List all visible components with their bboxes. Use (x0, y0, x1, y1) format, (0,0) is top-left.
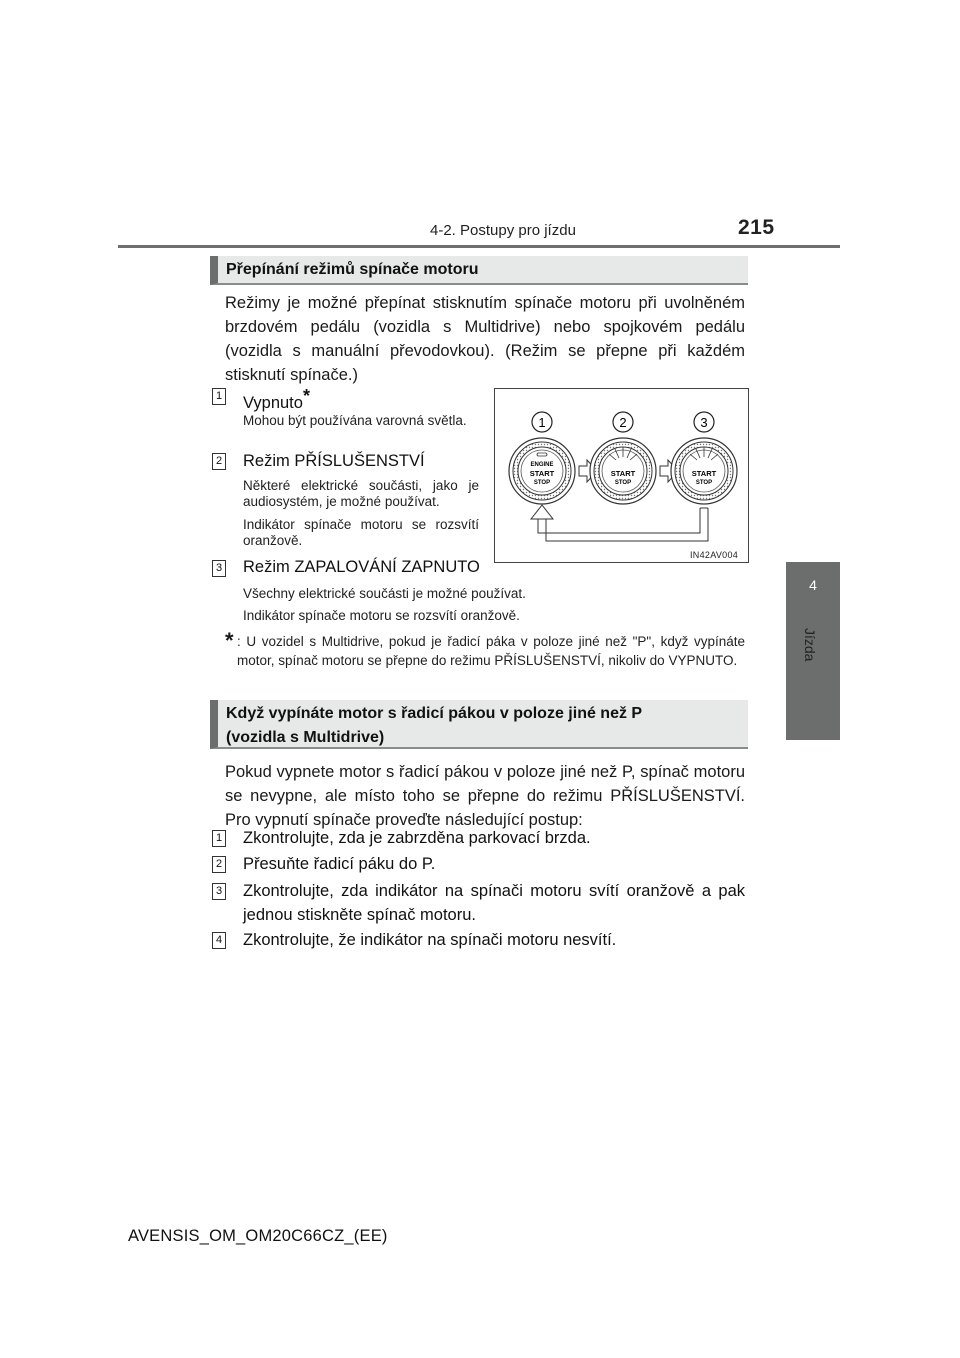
svg-text:STOP: STOP (695, 480, 713, 486)
step-text: Přesuňte řadicí páku do P. (243, 855, 436, 873)
header-rule (118, 245, 840, 248)
section2-title-line1: Když vypínáte motor s řadicí pákou v poloze jiné než P (226, 705, 643, 722)
step-number-box: 1 (212, 830, 226, 847)
step-text: Zkontrolujte, zda indikátor na spínači motoru svítí oranžově a pak jednou stiskněte spínač motoru. (243, 882, 745, 924)
page-number: 215 (738, 216, 775, 239)
footnote-star: * (302, 386, 310, 406)
step-number-box: 4 (212, 932, 226, 949)
section2-title-line2: (vozidla s Multidrive) (226, 729, 385, 746)
svg-text:START: START (529, 469, 555, 478)
item-title-off (243, 386, 310, 413)
section-heading-switch-modes: Přepínání režimů spínače motoru (210, 256, 748, 285)
svg-text:START: START (691, 469, 717, 478)
item-title-accessory: Režim PŘÍSLUŠENSTVÍ (243, 452, 425, 470)
step-number-box: 3 (212, 883, 226, 900)
item-number-box: 2 (212, 453, 226, 470)
document-code: AVENSIS_OM_OM20C66CZ_(EE) (128, 1227, 388, 1245)
section2-intro: Pokud vypnete motor s řadicí pákou v poloze jiné než P, spínač motoru se nevypne, ale místo toho se přepne do režimu PŘÍSLUŠENSTVÍ. Pro vypnutí spínače proveďte následující postup: (225, 763, 745, 829)
item-note: Indikátor spínače motoru se rozsvítí oranžově. (243, 608, 520, 623)
svg-text:3: 3 (700, 415, 708, 430)
svg-text:ENGINE: ENGINE (530, 462, 554, 468)
svg-text:STOP: STOP (533, 480, 551, 486)
svg-text:START: START (610, 469, 636, 478)
svg-text:1: 1 (538, 415, 546, 430)
item-number-box: 1 (212, 388, 226, 405)
section-heading-shift-not-p (210, 700, 748, 749)
callout-3 (694, 412, 714, 432)
step-text: Zkontrolujte, že indikátor na spínači motoru nesvítí. (243, 931, 617, 949)
item-title-text: Vypnuto (243, 394, 303, 412)
start-stop-button-ignition-on (671, 438, 737, 504)
figure-code: IN42AV004 (690, 550, 739, 560)
chapter-tab-label-text: Jízda (802, 628, 818, 662)
chapter-tab-label (786, 628, 840, 668)
item-note: Indikátor spínače motoru se rozsvítí oranžově. (243, 517, 479, 548)
item-number-box: 3 (212, 560, 226, 577)
callout-1 (532, 412, 552, 432)
svg-text:STOP: STOP (614, 480, 632, 486)
chapter-tab-number: 4 (809, 577, 817, 593)
figure-illustration (495, 389, 748, 562)
item-note: Všechny elektrické součásti je možné používat. (243, 586, 526, 601)
svg-text:2: 2 (619, 415, 627, 430)
footnote-mark: * (225, 628, 234, 653)
step-number-box: 2 (212, 856, 226, 873)
item-title-ignition-on: Režim ZAPALOVÁNÍ ZAPNUTO (243, 558, 480, 576)
start-stop-button-off (509, 438, 575, 504)
figure-start-stop-modes (494, 388, 749, 563)
item-note: Některé elektrické součásti, jako je audiosystém, je možné používat. (243, 478, 479, 509)
section1-intro: Režimy je možné přepínat stisknutím spínače motoru při uvolněném brzdovém pedálu (vozidla s Multidrive) nebo spojkovém pedálu (vozidla s manuální převodovkou). (Režim se přepne při každém stisknutí spínače.) (225, 294, 745, 384)
running-header-section: 4-2. Postupy pro jízdu (430, 222, 576, 239)
callout-2 (613, 412, 633, 432)
return-arrow-icon (531, 505, 708, 541)
step-text: Zkontrolujte, zda je zabrzděna parkovací brzda. (243, 829, 591, 847)
footnote-text: : U vozidel s Multidrive, pokud je řadicí páka v poloze jiné než "P", když vypínáte motor, spínač motoru se přepne do režimu PŘÍSLUŠENSTVÍ, nikoliv do VYPNUTO. (237, 634, 745, 668)
item-note: Mohou být používána varovná světla. (243, 413, 467, 428)
start-stop-button-accessory (590, 438, 656, 504)
